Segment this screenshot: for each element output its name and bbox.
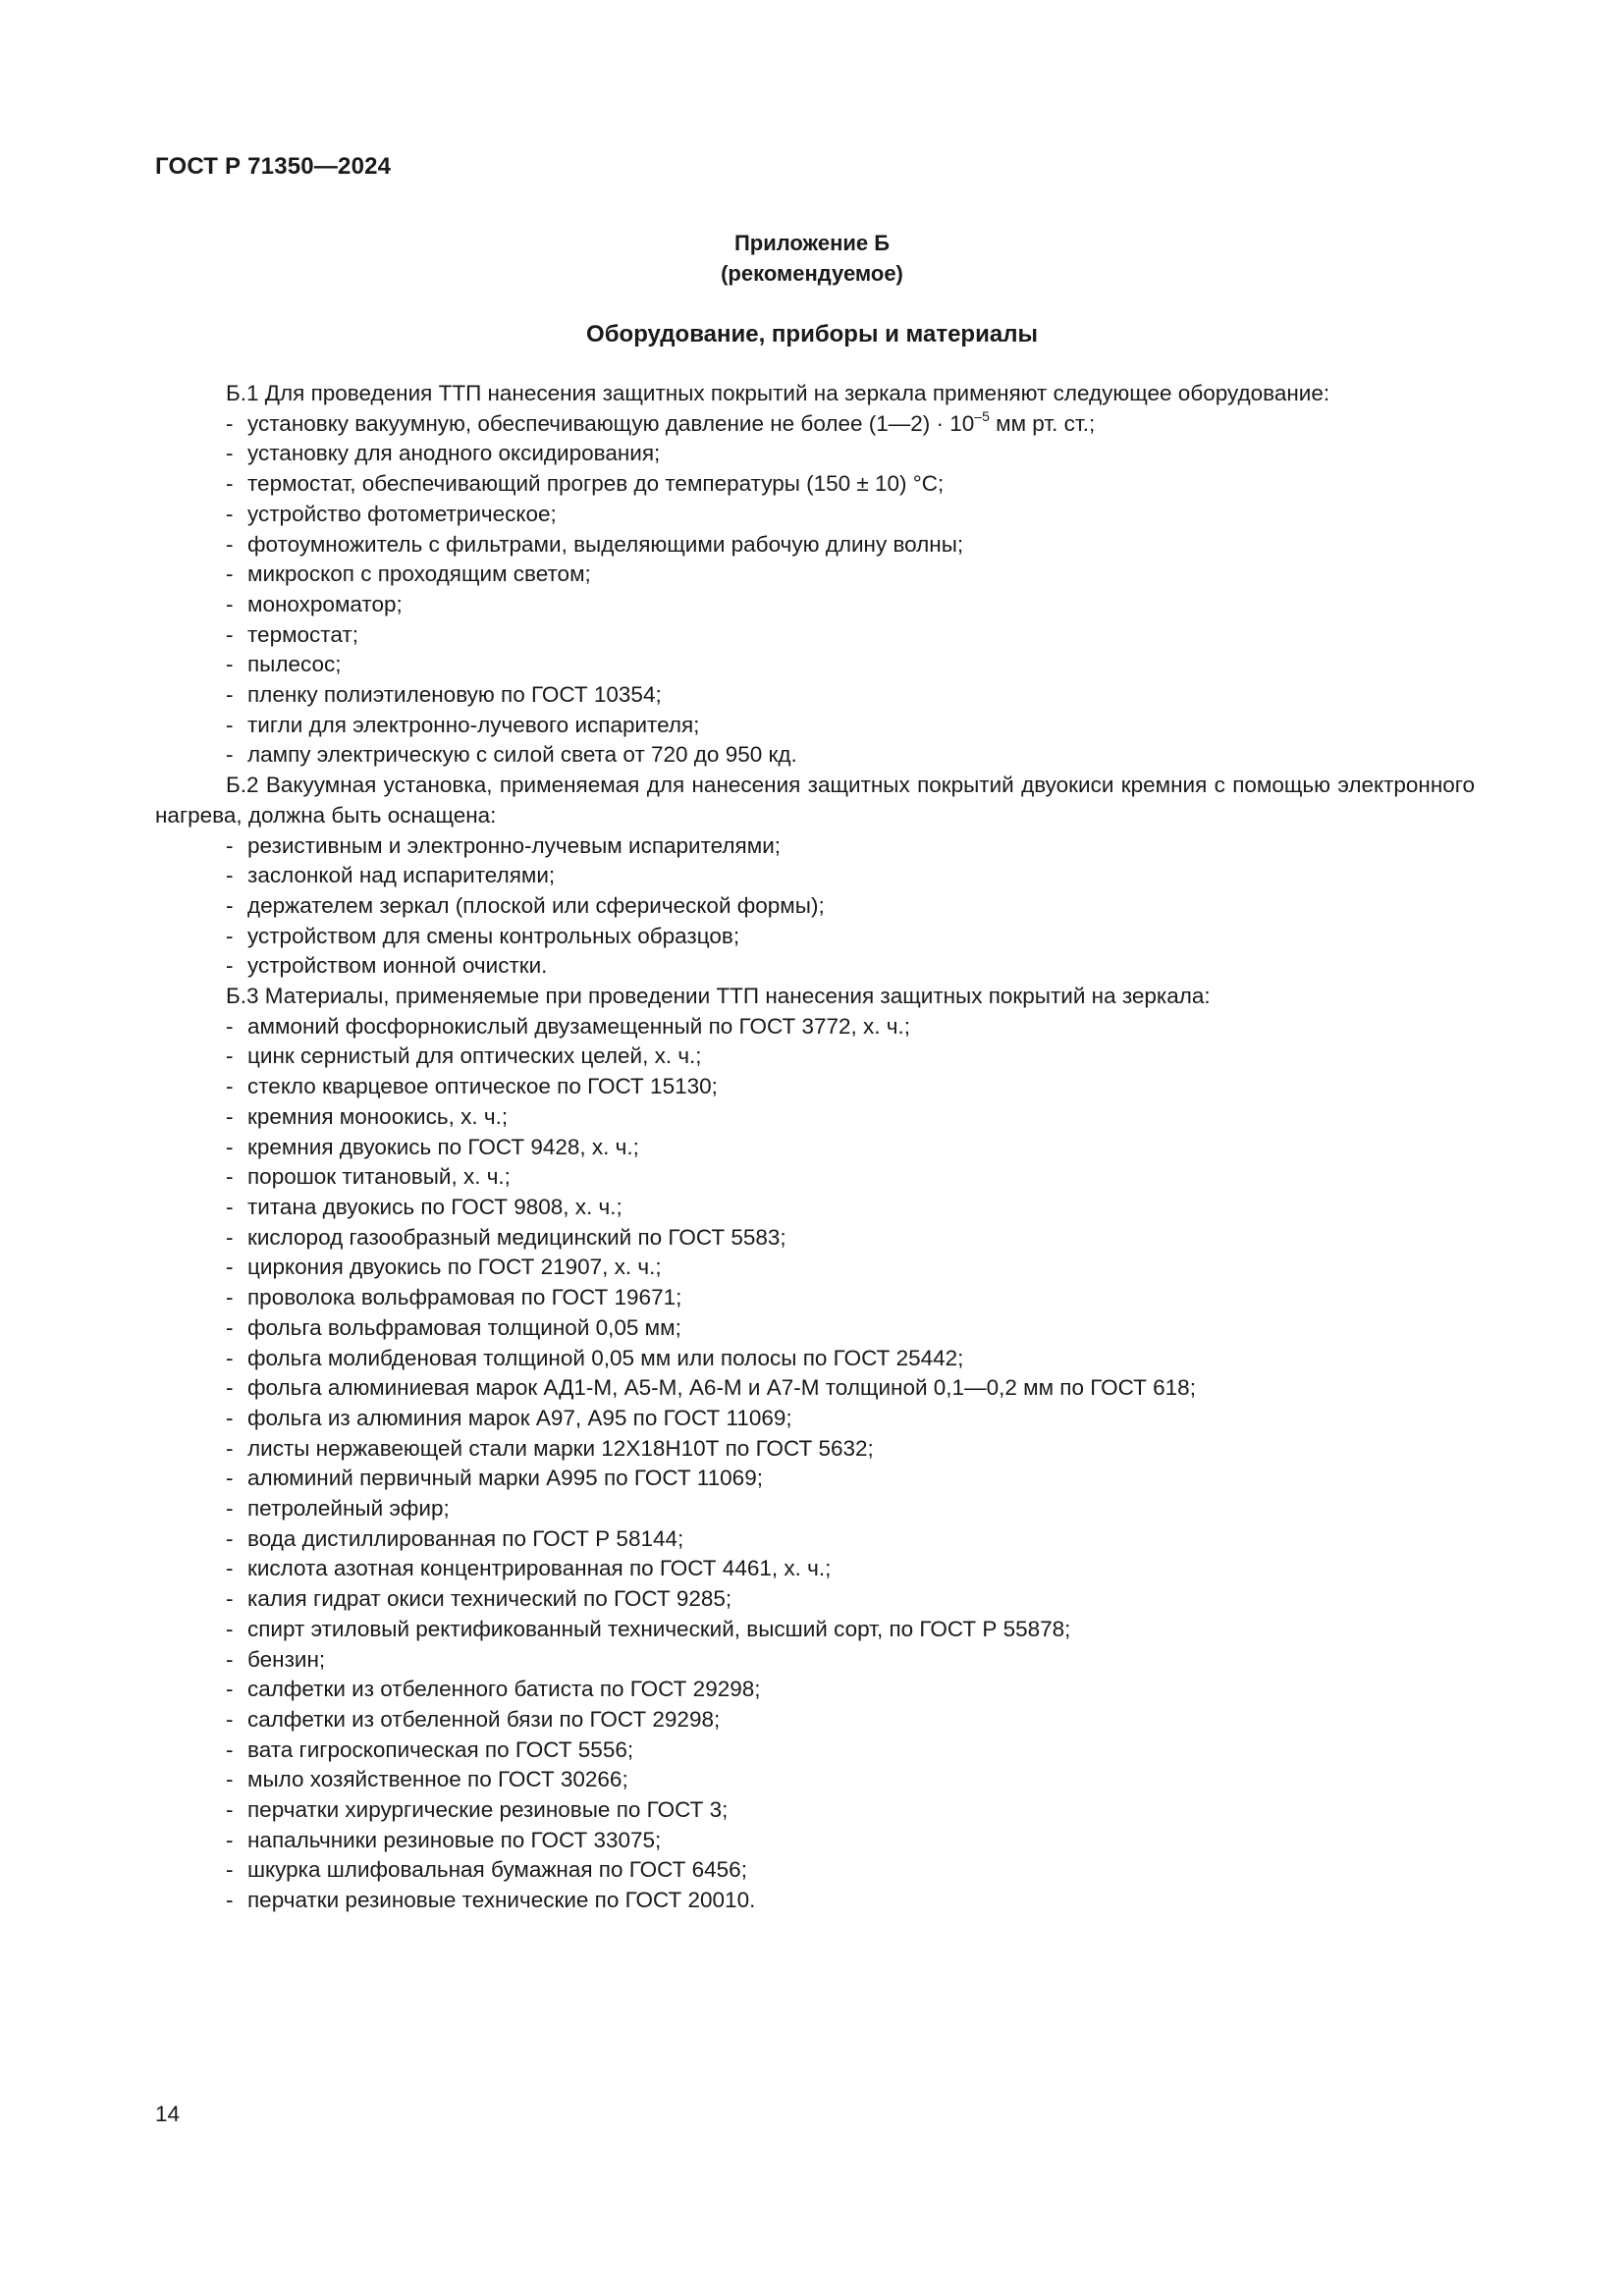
list-item-text: резистивным и электронно-лучевым испарителями;: [247, 832, 782, 858]
list-item: [155, 1102, 1475, 1133]
paragraph-b2: Б.2 Вакуумная установка, применяемая для нанесения защитных покрытий двуокиси кремния с помощью электронного нагрева, должна быть оснащена:: [155, 773, 1475, 828]
list-item-text: листы нержавеющей стали марки 12Х18Н10Т по ГОСТ 5632;: [247, 1435, 874, 1461]
list-item-text: лампу электрическую с силой света от 720 до 950 кд.: [247, 742, 797, 768]
equipment-list: [155, 409, 1475, 440]
list-dash: -: [226, 1466, 234, 1491]
list-dash: -: [226, 1285, 234, 1310]
appendix-heading: [0, 228, 1624, 289]
list-dash: -: [226, 1164, 234, 1190]
list-dash: -: [226, 1586, 234, 1612]
list-item: [155, 1162, 1475, 1193]
list-dash: -: [226, 1556, 234, 1581]
list-dash: -: [226, 1677, 234, 1702]
paragraph-b3: Б.3 Материалы, применяемые при проведении ТТП нанесения защитных покрытий на зеркала:: [226, 984, 1211, 1009]
list-dash: -: [226, 410, 234, 436]
list-dash: -: [226, 1405, 234, 1430]
list-dash: -: [226, 1496, 234, 1522]
list-item: [155, 1615, 1475, 1645]
equipment-list-continued: [155, 439, 1475, 771]
list-item: [155, 1765, 1475, 1795]
list-item-text: устройством для смены контрольных образцов;: [247, 923, 740, 948]
list-dash: -: [226, 531, 234, 557]
list-item: [155, 1072, 1475, 1102]
list-item-text: термостат;: [247, 621, 358, 647]
list-item-text: напальчники резиновые по ГОСТ 33075;: [247, 1827, 662, 1852]
list-item-text: фольга молибденовая толщиной 0,05 мм или полосы по ГОСТ 25442;: [247, 1345, 964, 1370]
list-dash: -: [226, 1736, 234, 1762]
document-code-header: ГОСТ Р 71350—2024: [155, 153, 392, 180]
list-item: [155, 891, 1475, 922]
list-dash: -: [226, 1255, 234, 1280]
list-item: [155, 1705, 1475, 1735]
list-item-text: циркония двуокись по ГОСТ 21907, х. ч.;: [247, 1255, 662, 1280]
list-item: [155, 740, 1475, 771]
list-item-text: петролейный эфир;: [247, 1496, 450, 1522]
list-dash: -: [226, 1345, 234, 1370]
list-item: [155, 1675, 1475, 1705]
list-item: [155, 1404, 1475, 1434]
list-item-text: устройством ионной очистки.: [247, 953, 548, 979]
list-dash: -: [226, 1525, 234, 1551]
list-dash: -: [226, 892, 234, 918]
appendix-title: Приложение Б: [733, 231, 891, 255]
list-item: [155, 951, 1475, 982]
list-dash: -: [226, 1013, 234, 1039]
list-item-text: салфетки из отбеленной бязи по ГОСТ 29298;: [247, 1706, 721, 1732]
list-item: [155, 650, 1475, 680]
list-item: [155, 1283, 1475, 1313]
list-item-text: пылесос;: [247, 652, 342, 677]
list-dash: -: [226, 1435, 234, 1461]
list-item: [155, 1041, 1475, 1072]
list-item-text: пленку полиэтиленовую по ГОСТ 10354;: [247, 682, 662, 708]
list-dash: -: [226, 1706, 234, 1732]
list-item: [155, 1645, 1475, 1676]
vacuum-unit-list: [155, 831, 1475, 983]
list-item-text: кремния двуокись по ГОСТ 9428, х. ч.;: [247, 1134, 639, 1159]
list-dash: -: [226, 1857, 234, 1883]
list-dash: -: [226, 1616, 234, 1641]
list-item-text: вода дистиллированная по ГОСТ Р 58144;: [247, 1525, 684, 1551]
list-item-text: цинк сернистый для оптических целей, х. ч.;: [247, 1043, 702, 1069]
section-title: Оборудование, приборы и материалы: [586, 321, 1038, 347]
list-dash: -: [226, 682, 234, 708]
list-item: [155, 1223, 1475, 1254]
list-item-text: кислота азотная концентрированная по ГОСТ 4461, х. ч.;: [247, 1556, 832, 1581]
list-item: [155, 1193, 1475, 1223]
list-item-text: проволока вольфрамовая по ГОСТ 19671;: [247, 1285, 682, 1310]
list-item: [155, 560, 1475, 590]
list-dash: -: [226, 1103, 234, 1129]
list-dash: -: [226, 621, 234, 647]
list-dash: -: [226, 1646, 234, 1672]
list-item-text: кислород газообразный медицинский по ГОСТ 5583;: [247, 1224, 786, 1250]
list-dash: -: [226, 471, 234, 497]
list-item: [155, 861, 1475, 891]
list-dash: -: [226, 652, 234, 677]
list-item-text: монохроматор;: [247, 591, 403, 616]
list-item-text: салфетки из отбеленного батиста по ГОСТ 29298;: [247, 1677, 761, 1702]
list-dash: -: [226, 923, 234, 948]
list-dash: -: [226, 1797, 234, 1823]
list-item-text: мм рт. ст.;: [989, 410, 1096, 436]
list-item: [155, 1886, 1475, 1916]
list-item: [155, 1133, 1475, 1163]
list-item-text: стекло кварцевое оптическое по ГОСТ 15130;: [247, 1074, 718, 1099]
list-item-text: тигли для электронно-лучевого испарителя;: [247, 712, 700, 737]
list-item: [155, 1855, 1475, 1886]
list-dash: -: [226, 712, 234, 737]
list-dash: -: [226, 1134, 234, 1159]
list-item-text: заслонкой над испарителями;: [247, 863, 556, 888]
list-dash: -: [226, 1043, 234, 1069]
list-item-text: вата гигроскопическая по ГОСТ 5556;: [247, 1736, 634, 1762]
list-item-text: держателем зеркал (плоской или сферической формы);: [247, 892, 825, 918]
list-item: [155, 590, 1475, 620]
list-item-text: алюминий первичный марки А995 по ГОСТ 11069;: [247, 1466, 763, 1491]
list-dash: -: [226, 591, 234, 616]
list-dash: -: [226, 1224, 234, 1250]
list-dash: -: [226, 742, 234, 768]
list-dash: -: [226, 501, 234, 526]
list-item-text: микроскоп с проходящим светом;: [247, 561, 591, 587]
materials-list: [155, 1012, 1475, 1916]
list-item: [155, 1313, 1475, 1344]
list-dash: -: [226, 1767, 234, 1792]
list-item: [155, 1464, 1475, 1494]
list-item: [155, 711, 1475, 741]
list-dash: -: [226, 561, 234, 587]
list-item: [155, 1826, 1475, 1856]
list-dash: -: [226, 441, 234, 466]
list-dash: -: [226, 1375, 234, 1401]
list-item: [155, 1494, 1475, 1524]
list-item-text: устройство фотометрическое;: [247, 501, 557, 526]
list-item: [155, 500, 1475, 530]
list-item-text: установку вакуумную, обеспечивающую давление не более (1—2) · 10: [247, 410, 975, 436]
list-item: [155, 1554, 1475, 1584]
list-dash: -: [226, 1827, 234, 1852]
list-item: [155, 469, 1475, 500]
exponent: –5: [974, 407, 990, 424]
list-item: [155, 1012, 1475, 1042]
list-item-text: фотоумножитель с фильтрами, выделяющими рабочую длину волны;: [247, 531, 964, 557]
list-item: [155, 439, 1475, 469]
list-item-text: фольга вольфрамовая толщиной 0,05 мм;: [247, 1314, 681, 1340]
list-dash: -: [226, 953, 234, 979]
list-item: [155, 922, 1475, 952]
list-item-text: установку для анодного оксидирования;: [247, 441, 661, 466]
list-item: [155, 1253, 1475, 1283]
list-dash: -: [226, 1074, 234, 1099]
list-item-text: аммоний фосфорнокислый двузамещенный по ГОСТ 3772, х. ч.;: [247, 1013, 910, 1039]
list-item: [155, 1434, 1475, 1465]
list-item-text: бензин;: [247, 1646, 326, 1672]
list-item-text: мыло хозяйственное по ГОСТ 30266;: [247, 1767, 628, 1792]
list-item-text: фольга алюминиевая марок АД1-М, А5-М, А6-М и А7-М толщиной 0,1—0,2 мм по ГОСТ 618;: [247, 1375, 1196, 1401]
list-item-text: термостат, обеспечивающий прогрев до температуры (150 ± 10) °С;: [247, 471, 945, 497]
list-item-text: перчатки резиновые технические по ГОСТ 20010.: [247, 1888, 756, 1913]
paragraph-b1: Б.1 Для проведения ТТП нанесения защитных покрытий на зеркала применяют следующее оборудование:: [226, 381, 1330, 405]
list-item-text: спирт этиловый ректификованный технический, высший сорт, по ГОСТ Р 55878;: [247, 1616, 1071, 1641]
page-number: 14: [155, 2102, 181, 2126]
list-dash: -: [226, 1314, 234, 1340]
list-item-text: фольга из алюминия марок А97, А95 по ГОСТ 11069;: [247, 1405, 792, 1430]
list-item-text: шкурка шлифовальная бумажная по ГОСТ 6456;: [247, 1857, 747, 1883]
list-item-text: перчатки хирургические резиновые по ГОСТ 3;: [247, 1797, 729, 1823]
list-item: [155, 409, 1475, 440]
appendix-subtitle: (рекомендуемое): [721, 261, 903, 286]
list-item: [155, 1584, 1475, 1615]
list-item-text: калия гидрат окиси технический по ГОСТ 9285;: [247, 1586, 732, 1612]
list-item: [155, 620, 1475, 651]
list-dash: -: [226, 1888, 234, 1913]
list-dash: -: [226, 1194, 234, 1219]
list-dash: -: [226, 832, 234, 858]
list-item: [155, 1344, 1475, 1374]
document-body: [155, 379, 1475, 1916]
list-item: [155, 1795, 1475, 1826]
list-item: [155, 1373, 1475, 1404]
list-item-text: титана двуокись по ГОСТ 9808, х. ч.;: [247, 1194, 623, 1219]
list-item: [155, 680, 1475, 711]
list-item: [155, 1524, 1475, 1555]
list-item: [155, 831, 1475, 862]
list-dash: -: [226, 863, 234, 888]
list-item-text: порошок титановый, х. ч.;: [247, 1164, 511, 1190]
list-item: [155, 530, 1475, 561]
list-item-text: кремния моноокись, х. ч.;: [247, 1103, 509, 1129]
list-item: [155, 1735, 1475, 1766]
